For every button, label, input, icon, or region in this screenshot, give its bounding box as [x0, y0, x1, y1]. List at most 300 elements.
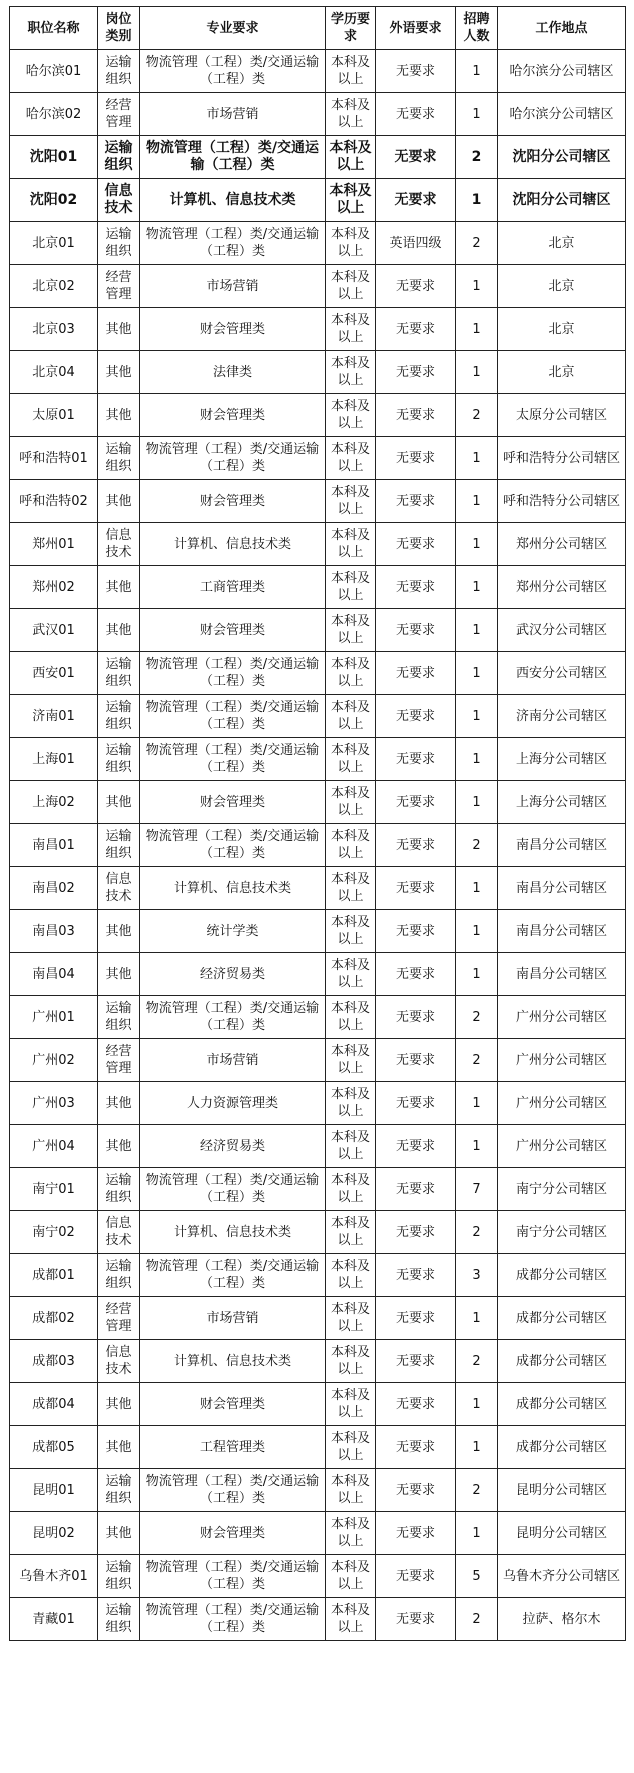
cell-category: 其他: [98, 1125, 140, 1168]
cell-education: 本科及以上: [326, 781, 376, 824]
cell-location: 昆明分公司辖区: [498, 1469, 626, 1512]
cell-education: 本科及以上: [326, 1426, 376, 1469]
cell-position: 青藏01: [10, 1598, 98, 1641]
cell-category: 运输组织: [98, 1168, 140, 1211]
cell-category: 运输组织: [98, 824, 140, 867]
cell-language: 无要求: [376, 394, 456, 437]
cell-education: 本科及以上: [326, 1297, 376, 1340]
table-row: [10, 566, 626, 609]
cell-count: 1: [456, 93, 498, 136]
cell-language: 无要求: [376, 738, 456, 781]
cell-major: 市场营销: [140, 1297, 326, 1340]
cell-location: 郑州分公司辖区: [498, 523, 626, 566]
cell-language: 无要求: [376, 1082, 456, 1125]
cell-location: 北京: [498, 351, 626, 394]
table-row: [10, 523, 626, 566]
cell-category: 运输组织: [98, 1555, 140, 1598]
cell-category: 其他: [98, 480, 140, 523]
cell-education: 本科及以上: [326, 910, 376, 953]
cell-major: 法律类: [140, 351, 326, 394]
cell-position: 成都04: [10, 1383, 98, 1426]
cell-education: 本科及以上: [326, 695, 376, 738]
cell-education: 本科及以上: [326, 1555, 376, 1598]
cell-major: 财会管理类: [140, 394, 326, 437]
cell-education: 本科及以上: [326, 222, 376, 265]
cell-location: 南宁分公司辖区: [498, 1168, 626, 1211]
cell-major: 财会管理类: [140, 480, 326, 523]
cell-education: 本科及以上: [326, 1082, 376, 1125]
cell-education: 本科及以上: [326, 867, 376, 910]
table-row: [10, 953, 626, 996]
cell-education: 本科及以上: [326, 1211, 376, 1254]
cell-language: 无要求: [376, 566, 456, 609]
cell-location: 成都分公司辖区: [498, 1426, 626, 1469]
cell-count: 1: [456, 480, 498, 523]
cell-major: 物流管理（工程）类/交通运输（工程）类: [140, 824, 326, 867]
cell-count: 1: [456, 738, 498, 781]
table-row: [10, 1168, 626, 1211]
cell-language: 无要求: [376, 93, 456, 136]
cell-count: 7: [456, 1168, 498, 1211]
cell-category: 其他: [98, 953, 140, 996]
cell-major: 市场营销: [140, 1039, 326, 1082]
cell-location: 哈尔滨分公司辖区: [498, 50, 626, 93]
cell-position: 武汉01: [10, 609, 98, 652]
table-row: [10, 394, 626, 437]
cell-count: 2: [456, 394, 498, 437]
cell-language: 无要求: [376, 136, 456, 179]
cell-category: 信息技术: [98, 179, 140, 222]
cell-language: 无要求: [376, 351, 456, 394]
cell-language: 无要求: [376, 265, 456, 308]
cell-major: 物流管理（工程）类/交通运输（工程）类: [140, 738, 326, 781]
cell-count: 2: [456, 1039, 498, 1082]
cell-position: 北京01: [10, 222, 98, 265]
cell-category: 其他: [98, 394, 140, 437]
cell-position: 广州01: [10, 996, 98, 1039]
cell-position: 郑州02: [10, 566, 98, 609]
cell-position: 西安01: [10, 652, 98, 695]
cell-major: 计算机、信息技术类: [140, 179, 326, 222]
cell-location: 上海分公司辖区: [498, 738, 626, 781]
cell-education: 本科及以上: [326, 351, 376, 394]
cell-location: 沈阳分公司辖区: [498, 179, 626, 222]
cell-education: 本科及以上: [326, 136, 376, 179]
cell-language: 无要求: [376, 308, 456, 351]
cell-education: 本科及以上: [326, 566, 376, 609]
table-row: [10, 1340, 626, 1383]
table-row: [10, 179, 626, 222]
table-row: [10, 93, 626, 136]
cell-major: 计算机、信息技术类: [140, 523, 326, 566]
cell-language: 无要求: [376, 953, 456, 996]
cell-location: 太原分公司辖区: [498, 394, 626, 437]
cell-education: 本科及以上: [326, 1469, 376, 1512]
table-row: [10, 738, 626, 781]
cell-language: 英语四级: [376, 222, 456, 265]
table-row: [10, 1598, 626, 1641]
cell-education: 本科及以上: [326, 953, 376, 996]
cell-location: 南宁分公司辖区: [498, 1211, 626, 1254]
cell-location: 南昌分公司辖区: [498, 953, 626, 996]
cell-count: 1: [456, 265, 498, 308]
header-row: [10, 7, 626, 50]
table-header: [10, 7, 626, 50]
table-row: [10, 1383, 626, 1426]
cell-position: 昆明01: [10, 1469, 98, 1512]
table-row: [10, 1512, 626, 1555]
cell-language: 无要求: [376, 1125, 456, 1168]
cell-count: 1: [456, 609, 498, 652]
table-row: [10, 609, 626, 652]
table-row: [10, 781, 626, 824]
cell-major: 物流管理（工程）类/交通运输（工程）类: [140, 1168, 326, 1211]
cell-count: 1: [456, 910, 498, 953]
cell-count: 1: [456, 1082, 498, 1125]
cell-position: 南昌01: [10, 824, 98, 867]
cell-location: 昆明分公司辖区: [498, 1512, 626, 1555]
cell-language: 无要求: [376, 179, 456, 222]
cell-major: 物流管理（工程）类/交通运输（工程）类: [140, 652, 326, 695]
cell-language: 无要求: [376, 1254, 456, 1297]
cell-major: 财会管理类: [140, 609, 326, 652]
cell-position: 南宁01: [10, 1168, 98, 1211]
cell-education: 本科及以上: [326, 1254, 376, 1297]
cell-major: 物流管理（工程）类/交通运输（工程）类: [140, 996, 326, 1039]
cell-language: 无要求: [376, 1512, 456, 1555]
cell-position: 沈阳01: [10, 136, 98, 179]
cell-location: 西安分公司辖区: [498, 652, 626, 695]
cell-position: 成都02: [10, 1297, 98, 1340]
cell-language: 无要求: [376, 1555, 456, 1598]
table-body: [10, 50, 626, 1641]
cell-category: 运输组织: [98, 222, 140, 265]
cell-count: 1: [456, 781, 498, 824]
cell-position: 南昌02: [10, 867, 98, 910]
table-row: [10, 1426, 626, 1469]
cell-position: 呼和浩特02: [10, 480, 98, 523]
table-row: [10, 1297, 626, 1340]
cell-location: 成都分公司辖区: [498, 1383, 626, 1426]
cell-category: 其他: [98, 351, 140, 394]
cell-education: 本科及以上: [326, 824, 376, 867]
cell-education: 本科及以上: [326, 50, 376, 93]
cell-major: 经济贸易类: [140, 953, 326, 996]
table-row: [10, 351, 626, 394]
cell-major: 物流管理（工程）类/交通运输（工程）类: [140, 437, 326, 480]
cell-count: 1: [456, 1383, 498, 1426]
cell-position: 成都05: [10, 1426, 98, 1469]
cell-count: 1: [456, 308, 498, 351]
cell-count: 2: [456, 222, 498, 265]
cell-position: 成都03: [10, 1340, 98, 1383]
cell-position: 成都01: [10, 1254, 98, 1297]
cell-education: 本科及以上: [326, 652, 376, 695]
cell-count: 1: [456, 867, 498, 910]
cell-position: 郑州01: [10, 523, 98, 566]
cell-major: 工程管理类: [140, 1426, 326, 1469]
header-position: 职位名称: [10, 7, 98, 50]
cell-location: 广州分公司辖区: [498, 1039, 626, 1082]
table-row: [10, 265, 626, 308]
table-row: [10, 695, 626, 738]
cell-education: 本科及以上: [326, 1512, 376, 1555]
cell-position: 广州04: [10, 1125, 98, 1168]
cell-education: 本科及以上: [326, 609, 376, 652]
cell-language: 无要求: [376, 50, 456, 93]
cell-position: 广州03: [10, 1082, 98, 1125]
cell-position: 太原01: [10, 394, 98, 437]
cell-education: 本科及以上: [326, 1039, 376, 1082]
cell-location: 济南分公司辖区: [498, 695, 626, 738]
cell-count: 2: [456, 136, 498, 179]
cell-category: 其他: [98, 609, 140, 652]
table-row: [10, 652, 626, 695]
cell-location: 乌鲁木齐分公司辖区: [498, 1555, 626, 1598]
header-category: 岗位类别: [98, 7, 140, 50]
cell-position: 南昌03: [10, 910, 98, 953]
cell-category: 其他: [98, 1082, 140, 1125]
cell-location: 成都分公司辖区: [498, 1297, 626, 1340]
cell-major: 计算机、信息技术类: [140, 1211, 326, 1254]
table-row: [10, 1039, 626, 1082]
cell-location: 呼和浩特分公司辖区: [498, 437, 626, 480]
cell-position: 哈尔滨02: [10, 93, 98, 136]
cell-category: 运输组织: [98, 437, 140, 480]
cell-category: 运输组织: [98, 50, 140, 93]
cell-location: 南昌分公司辖区: [498, 910, 626, 953]
cell-education: 本科及以上: [326, 1125, 376, 1168]
cell-position: 南宁02: [10, 1211, 98, 1254]
table-row: [10, 910, 626, 953]
cell-language: 无要求: [376, 695, 456, 738]
cell-language: 无要求: [376, 523, 456, 566]
cell-count: 1: [456, 1125, 498, 1168]
cell-count: 1: [456, 1297, 498, 1340]
cell-position: 呼和浩特01: [10, 437, 98, 480]
cell-position: 上海02: [10, 781, 98, 824]
cell-language: 无要求: [376, 1598, 456, 1641]
cell-language: 无要求: [376, 1469, 456, 1512]
cell-count: 3: [456, 1254, 498, 1297]
cell-count: 2: [456, 1211, 498, 1254]
cell-category: 经营管理: [98, 1039, 140, 1082]
cell-education: 本科及以上: [326, 93, 376, 136]
cell-location: 武汉分公司辖区: [498, 609, 626, 652]
cell-position: 济南01: [10, 695, 98, 738]
cell-category: 经营管理: [98, 93, 140, 136]
table-row: [10, 50, 626, 93]
cell-language: 无要求: [376, 1426, 456, 1469]
cell-education: 本科及以上: [326, 1598, 376, 1641]
cell-count: 1: [456, 351, 498, 394]
cell-language: 无要求: [376, 1340, 456, 1383]
cell-education: 本科及以上: [326, 1168, 376, 1211]
cell-count: 2: [456, 1469, 498, 1512]
cell-major: 经济贸易类: [140, 1125, 326, 1168]
cell-location: 南昌分公司辖区: [498, 824, 626, 867]
cell-major: 市场营销: [140, 265, 326, 308]
table-row: [10, 1555, 626, 1598]
cell-category: 信息技术: [98, 1340, 140, 1383]
cell-location: 广州分公司辖区: [498, 996, 626, 1039]
cell-education: 本科及以上: [326, 437, 376, 480]
cell-category: 运输组织: [98, 1598, 140, 1641]
cell-major: 计算机、信息技术类: [140, 1340, 326, 1383]
cell-education: 本科及以上: [326, 1340, 376, 1383]
cell-major: 统计学类: [140, 910, 326, 953]
cell-category: 其他: [98, 1383, 140, 1426]
cell-major: 物流管理（工程）类/交通运输（工程）类: [140, 50, 326, 93]
cell-count: 1: [456, 695, 498, 738]
cell-major: 人力资源管理类: [140, 1082, 326, 1125]
cell-location: 成都分公司辖区: [498, 1340, 626, 1383]
cell-education: 本科及以上: [326, 738, 376, 781]
cell-education: 本科及以上: [326, 179, 376, 222]
cell-language: 无要求: [376, 910, 456, 953]
cell-major: 市场营销: [140, 93, 326, 136]
cell-location: 上海分公司辖区: [498, 781, 626, 824]
table-row: [10, 222, 626, 265]
cell-category: 其他: [98, 1426, 140, 1469]
table-row: [10, 437, 626, 480]
cell-major: 财会管理类: [140, 1512, 326, 1555]
cell-count: 1: [456, 50, 498, 93]
cell-education: 本科及以上: [326, 308, 376, 351]
table-row: [10, 1469, 626, 1512]
header-count: 招聘人数: [456, 7, 498, 50]
cell-category: 运输组织: [98, 1254, 140, 1297]
cell-position: 乌鲁木齐01: [10, 1555, 98, 1598]
cell-education: 本科及以上: [326, 394, 376, 437]
cell-language: 无要求: [376, 867, 456, 910]
table-row: [10, 867, 626, 910]
cell-major: 财会管理类: [140, 308, 326, 351]
table-row: [10, 1211, 626, 1254]
table-row: [10, 996, 626, 1039]
cell-position: 哈尔滨01: [10, 50, 98, 93]
table-row: [10, 1254, 626, 1297]
table-row: [10, 308, 626, 351]
header-language: 外语要求: [376, 7, 456, 50]
job-listing-table: [9, 6, 626, 1641]
cell-location: 沈阳分公司辖区: [498, 136, 626, 179]
cell-language: 无要求: [376, 609, 456, 652]
cell-major: 物流管理（工程）类/交通运输（工程）类: [140, 1598, 326, 1641]
cell-major: 物流管理（工程）类/交通运输（工程）类: [140, 136, 326, 179]
cell-count: 1: [456, 1512, 498, 1555]
cell-location: 哈尔滨分公司辖区: [498, 93, 626, 136]
cell-position: 广州02: [10, 1039, 98, 1082]
cell-language: 无要求: [376, 1211, 456, 1254]
header-education: 学历要求: [326, 7, 376, 50]
cell-language: 无要求: [376, 824, 456, 867]
cell-count: 2: [456, 996, 498, 1039]
cell-count: 1: [456, 179, 498, 222]
cell-language: 无要求: [376, 1039, 456, 1082]
cell-count: 1: [456, 1426, 498, 1469]
cell-category: 其他: [98, 566, 140, 609]
cell-language: 无要求: [376, 437, 456, 480]
cell-count: 5: [456, 1555, 498, 1598]
header-major: 专业要求: [140, 7, 326, 50]
cell-major: 物流管理（工程）类/交通运输（工程）类: [140, 695, 326, 738]
cell-language: 无要求: [376, 1383, 456, 1426]
cell-education: 本科及以上: [326, 523, 376, 566]
cell-position: 上海01: [10, 738, 98, 781]
cell-location: 北京: [498, 222, 626, 265]
cell-language: 无要求: [376, 480, 456, 523]
cell-language: 无要求: [376, 781, 456, 824]
cell-major: 物流管理（工程）类/交通运输（工程）类: [140, 1254, 326, 1297]
cell-count: 1: [456, 437, 498, 480]
cell-count: 1: [456, 652, 498, 695]
cell-category: 运输组织: [98, 136, 140, 179]
cell-category: 运输组织: [98, 996, 140, 1039]
cell-category: 其他: [98, 910, 140, 953]
cell-location: 成都分公司辖区: [498, 1254, 626, 1297]
cell-location: 郑州分公司辖区: [498, 566, 626, 609]
cell-category: 经营管理: [98, 265, 140, 308]
table-row: [10, 480, 626, 523]
cell-major: 财会管理类: [140, 781, 326, 824]
cell-location: 北京: [498, 308, 626, 351]
cell-count: 2: [456, 1598, 498, 1641]
table-row: [10, 136, 626, 179]
cell-category: 其他: [98, 308, 140, 351]
cell-category: 运输组织: [98, 1469, 140, 1512]
cell-education: 本科及以上: [326, 1383, 376, 1426]
cell-education: 本科及以上: [326, 996, 376, 1039]
cell-position: 南昌04: [10, 953, 98, 996]
cell-category: 运输组织: [98, 695, 140, 738]
cell-education: 本科及以上: [326, 480, 376, 523]
cell-major: 工商管理类: [140, 566, 326, 609]
cell-category: 信息技术: [98, 523, 140, 566]
cell-major: 计算机、信息技术类: [140, 867, 326, 910]
cell-position: 沈阳02: [10, 179, 98, 222]
table-row: [10, 824, 626, 867]
cell-position: 昆明02: [10, 1512, 98, 1555]
cell-category: 信息技术: [98, 867, 140, 910]
cell-category: 运输组织: [98, 738, 140, 781]
cell-count: 1: [456, 566, 498, 609]
cell-count: 1: [456, 523, 498, 566]
cell-major: 物流管理（工程）类/交通运输（工程）类: [140, 1555, 326, 1598]
cell-major: 财会管理类: [140, 1383, 326, 1426]
cell-language: 无要求: [376, 1297, 456, 1340]
table-row: [10, 1082, 626, 1125]
cell-category: 经营管理: [98, 1297, 140, 1340]
cell-location: 拉萨、格尔木: [498, 1598, 626, 1641]
cell-location: 呼和浩特分公司辖区: [498, 480, 626, 523]
cell-education: 本科及以上: [326, 265, 376, 308]
cell-location: 南昌分公司辖区: [498, 867, 626, 910]
header-location: 工作地点: [498, 7, 626, 50]
cell-location: 北京: [498, 265, 626, 308]
cell-count: 2: [456, 1340, 498, 1383]
table-row: [10, 1125, 626, 1168]
cell-major: 物流管理（工程）类/交通运输（工程）类: [140, 1469, 326, 1512]
cell-position: 北京03: [10, 308, 98, 351]
cell-language: 无要求: [376, 652, 456, 695]
cell-category: 其他: [98, 781, 140, 824]
cell-category: 运输组织: [98, 652, 140, 695]
cell-count: 2: [456, 824, 498, 867]
cell-language: 无要求: [376, 996, 456, 1039]
cell-category: 其他: [98, 1512, 140, 1555]
cell-position: 北京02: [10, 265, 98, 308]
